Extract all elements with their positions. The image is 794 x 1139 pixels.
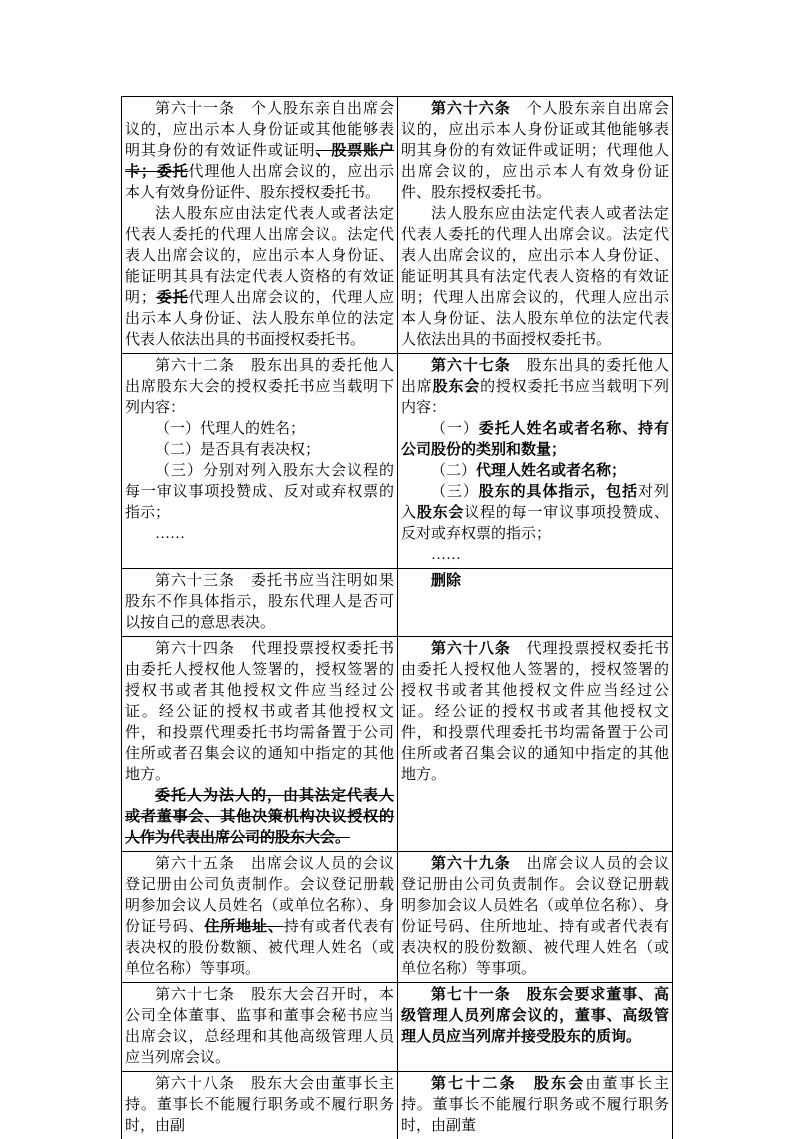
text-run: …… bbox=[155, 526, 185, 542]
text-run: （二） bbox=[431, 463, 476, 479]
deleted-text: 住所地址、 bbox=[204, 919, 283, 935]
new-article-cell bbox=[398, 637, 673, 852]
text-run: （二）是否具有表决权； bbox=[155, 442, 320, 458]
paragraph bbox=[125, 571, 394, 634]
paragraph bbox=[125, 854, 394, 980]
table-row bbox=[122, 354, 673, 569]
paragraph bbox=[401, 419, 669, 461]
revised-text: 第六十七条 bbox=[431, 358, 511, 374]
text-run: 由董事长主持。董事长不能履行职务或不履行职务时，由副董 bbox=[401, 1076, 669, 1134]
old-article-cell bbox=[122, 852, 398, 983]
paragraph bbox=[125, 419, 394, 440]
paragraph bbox=[125, 1074, 394, 1137]
text-run: 个人股东亲自出席会议的，应出示本人身份证或其他能够表明其身份的有效证件或证明；代理他人出席会议的，应出示本人有效身份证件、股东授权委托书。 bbox=[401, 101, 669, 201]
text-run: （三）分别对列入股东大会议程的每一审议事项投赞成、反对或弃权票的指示； bbox=[125, 463, 394, 521]
paragraph bbox=[125, 204, 394, 351]
deleted-text: 、股票账户卡；委托 bbox=[125, 143, 394, 180]
old-article-cell bbox=[122, 97, 398, 354]
paragraph bbox=[125, 786, 394, 849]
text-run: 代理人出席会议的，代理人应出示本人身份证、法人股东单位的法定代表人依法出具的书面授权委托书。 bbox=[125, 290, 394, 348]
new-article-cell bbox=[398, 983, 673, 1072]
paragraph bbox=[401, 571, 669, 592]
old-article-cell bbox=[122, 569, 398, 637]
paragraph bbox=[401, 545, 669, 566]
paragraph bbox=[401, 482, 669, 545]
table-row bbox=[122, 1072, 673, 1139]
paragraph bbox=[125, 99, 394, 204]
text-run: …… bbox=[431, 547, 461, 563]
revised-text: 第六十八条 bbox=[431, 641, 511, 657]
new-article-cell bbox=[398, 97, 673, 354]
new-article-cell bbox=[398, 354, 673, 569]
text-run: 法人股东应由法定代表人或者法定代表人委托的代理人出席会议。法定代表人出席会议的，应出示本人身份证、能证明其具有法定代表人资格的有效证明；代理人出席会议的，代理人应出示本人身份证、法人股东单位的法定代表人依法出具的书面授权委托书。 bbox=[401, 206, 669, 348]
deleted-text: 委托人为法人的，由其法定代表人或者董事会、其他决策机构决议授权的人作为代表出席公司的股东大会。 bbox=[125, 788, 394, 846]
paragraph bbox=[125, 985, 394, 1069]
paragraph bbox=[401, 1074, 669, 1137]
text-run: 第六十三条 委托书应当注明如果股东不作具体指示，股东代理人是否可以按自己的意思表决。 bbox=[125, 573, 394, 631]
table-row bbox=[122, 983, 673, 1072]
paragraph bbox=[401, 356, 669, 419]
text-run: 代理投票授权委托书由委托人授权他人签署的，授权签署的授权书或者其他授权文件应当经过公证。经公证的授权书或者其他授权文件，和投票代理委托书均需备置于公司住所或者召集会议的通知中指定的其他地方。 bbox=[401, 641, 669, 783]
text-run: 第六十八条 股东大会由董事长主持。董事长不能履行职务或不履行职务时，由副 bbox=[125, 1076, 394, 1134]
paragraph bbox=[401, 461, 669, 482]
old-article-cell bbox=[122, 354, 398, 569]
old-article-cell bbox=[122, 1072, 398, 1139]
new-article-cell bbox=[398, 569, 673, 637]
text-run: （三） bbox=[431, 484, 479, 500]
text-run: 第六十七条 股东大会召开时，本公司全体董事、监事和董事会秘书应当出席会议，总经理和其他高级管理人员应当列席会议。 bbox=[125, 987, 394, 1066]
comparison-table bbox=[121, 96, 673, 1139]
table-row bbox=[122, 97, 673, 354]
text-run: 法人股东应由法定代表人或者法定代表人委托的代理人出席会议。法定代表人出席会议的，应出示本人身份证、能证明其具有法定代表人资格的有效证明； bbox=[125, 206, 394, 306]
text-run: 的授权委托书应当载明下列内容： bbox=[401, 379, 669, 416]
text-run: 议程的每一审议事项投赞成、反对或弃权票的指示； bbox=[401, 505, 669, 542]
paragraph bbox=[401, 985, 669, 1048]
paragraph bbox=[401, 99, 669, 204]
deleted-text: 委托 bbox=[156, 290, 189, 306]
text-run: 代理他人出席会议的，应出示本人有效身份证件、股东授权委托书。 bbox=[125, 164, 394, 201]
text-run: 第六十五条 出席会议人员的会议登记册由公司负责制作。会议登记册载明参加会议人员姓名（或单位名称）、身份证号码、 bbox=[125, 856, 394, 935]
revised-text: 第六十九条 bbox=[431, 856, 511, 872]
revised-text: 第七十一条 股东会要求董事、高级管理人员列席会议的，董事、高级管理人员应当列席并接受股东的质询。 bbox=[401, 987, 669, 1045]
old-article-cell bbox=[122, 637, 398, 852]
paragraph bbox=[125, 440, 394, 461]
revised-text: 委托人姓名或者名称、持有公司股份的类别和数量； bbox=[401, 421, 669, 458]
table-row bbox=[122, 852, 673, 983]
paragraph bbox=[125, 524, 394, 545]
revised-text: 第六十六条 bbox=[431, 101, 511, 117]
paragraph bbox=[401, 204, 669, 351]
text-run: 股东出具的委托他人出席 bbox=[401, 358, 669, 395]
table-row bbox=[122, 569, 673, 637]
text-run: 第六十四条 代理投票授权委托书由委托人授权他人签署的，授权签署的授权书或者其他授权文件应当经过公证。经公证的授权书或者其他授权文件，和投票代理委托书均需备置于公司住所或者召集会议的通知中指定的其他地方。 bbox=[125, 641, 394, 783]
text-run: 第六十二条 股东出具的委托他人出席股东大会的授权委托书应当载明下列内容： bbox=[125, 358, 394, 416]
revised-text: 股东会 bbox=[433, 379, 480, 395]
text-run: （一） bbox=[431, 421, 479, 437]
old-article-cell bbox=[122, 983, 398, 1072]
text-run: 持有或者代表有表决权的股份数额、被代理人姓名（或单位名称）等事项。 bbox=[125, 919, 394, 977]
text-run: 第六十一条 个人股东亲自出席会议的，应出示本人身份证或其他能够表明其身份的有效证件或证明 bbox=[125, 101, 394, 159]
revised-text: 第七十二条 股东会 bbox=[431, 1076, 585, 1092]
paragraph bbox=[401, 854, 669, 980]
revised-text: 删除 bbox=[431, 573, 461, 589]
paragraph bbox=[125, 461, 394, 524]
revised-text: 代理人姓名或者名称； bbox=[476, 463, 626, 479]
revised-text: 股东会 bbox=[417, 505, 464, 521]
comparison-table-body bbox=[122, 97, 673, 1139]
new-article-cell bbox=[398, 1072, 673, 1139]
revised-text: 股东的具体指示，包括 bbox=[479, 484, 638, 500]
paragraph bbox=[125, 356, 394, 419]
text-run: （一）代理人的姓名； bbox=[155, 421, 305, 437]
text-run: 出席会议人员的会议登记册由公司负责制作。会议登记册载明参加会议人员姓名（或单位名称）、身份证号码、住所地址、持有或者代表有表决权的股份数额、被代理人姓名（或单位名称）等事项。 bbox=[401, 856, 669, 977]
new-article-cell bbox=[398, 852, 673, 983]
paragraph bbox=[401, 639, 669, 786]
table-row bbox=[122, 637, 673, 852]
text-run: 对列入 bbox=[401, 484, 669, 521]
paragraph bbox=[125, 639, 394, 786]
